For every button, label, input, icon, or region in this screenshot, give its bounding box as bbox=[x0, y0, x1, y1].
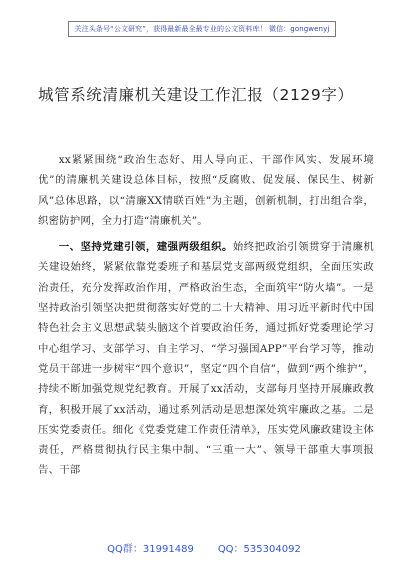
section-1-heading: 一、坚持党建引领，建强两级组织。 bbox=[58, 241, 233, 254]
section-1-paragraph bbox=[38, 237, 374, 481]
promo-banner-text: 关注头条号“公文研究”，获得最新最全最专业的公文资料库！ 微信：gongwenyj bbox=[74, 25, 330, 33]
document-body bbox=[38, 150, 374, 481]
document-title: 城管系统清廉机关建设工作汇报（2129字） bbox=[38, 86, 354, 105]
promo-banner[interactable] bbox=[68, 21, 336, 37]
qq-group-number[interactable]: QQ群：31991489 bbox=[107, 544, 194, 555]
section-1-body: 始终把政治引领贯穿于清廉机关建设始终，紧紧依靠党委班子和基层党支部两级党组织，全面压实政治责任，充分发挥政治作用，严格政治生态，全面筑牢“防火墙”。一是坚持政治引领坚决把贯彻落实好党的二十大精神、用习近平新时代中国特色社会主义思想武装头脑这个首要政治任务，通过抓好党委理论学习中心组学习、支部学习、自主学习、“学习强国APP”平台学习等，推动党员干部进一步树牢“四个意识”，坚定“四个自信”，做到“两个维护”，持续不断加强党规党纪教育。开展了xx活动，支部每月坚持开展廉政教育，积极开展了xx活动，通过系列活动是思想深处筑牢廉政之基。二是压实党委责任。细化《党委党建工作责任清单》，压实党风廉政建设主体责任，严格贯彻执行民主集中制、“三重一大”、领导干部重大事项报告、干部 bbox=[38, 241, 374, 477]
intro-paragraph: xx紧紧围绕“政治生态好、用人导向正、干部作风实、发展环境优”的清廉机关建设总体目标，按照“反腐败、促发展、保民生、树新风”总体思路，以“清廉XX情联百姓”为主题，创新机制，打出组合拳，织密防护网，全力打造“清廉机关”。 bbox=[38, 154, 374, 227]
qq-number[interactable]: QQ：535304092 bbox=[217, 544, 301, 555]
contact-footer bbox=[0, 540, 408, 555]
